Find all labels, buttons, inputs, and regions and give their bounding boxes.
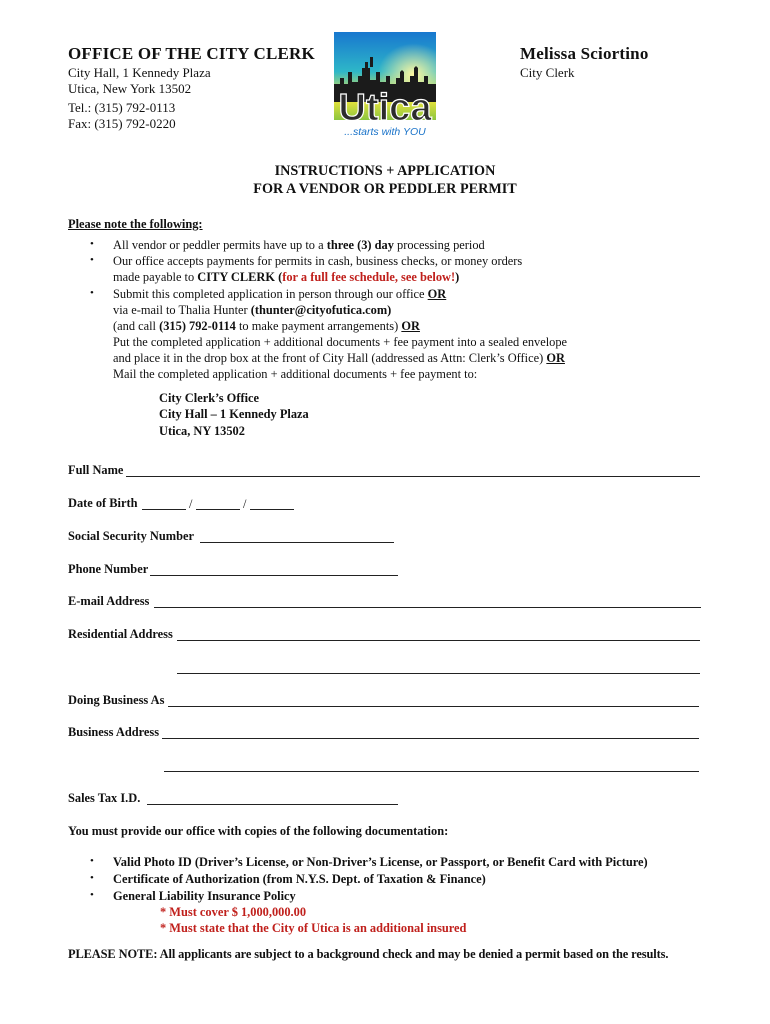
- docs-heading: You must provide our office with copies of the following documentation:: [68, 824, 449, 838]
- form-title-line-1: INSTRUCTIONS + APPLICATION: [274, 163, 496, 179]
- bullet-3-line-4: Put the completed application + additional documents + fee payment into a sealed envelope: [113, 335, 568, 349]
- ssn-line[interactable]: [200, 542, 394, 543]
- bullet-3-line-3: (and call (315) 792-0114 to make payment arrangements) OR: [113, 319, 420, 333]
- dob-sep-2: /: [243, 497, 247, 511]
- business-address-line-2[interactable]: [164, 771, 699, 772]
- sales-tax-line[interactable]: [147, 804, 398, 805]
- dob-sep-1: /: [189, 497, 193, 511]
- utica-logo-graphic: [334, 32, 436, 138]
- bullet-1-text: All vendor or peddler permits have up to a three (3) day processing period: [113, 238, 485, 252]
- dob-month-line[interactable]: [142, 509, 186, 510]
- business-address-label: Business Address: [68, 725, 160, 739]
- phone-line[interactable]: [150, 575, 398, 576]
- dba-label: Doing Business As: [68, 693, 165, 707]
- address-line-2: Utica, New York 13502: [68, 81, 192, 96]
- bullet-2-line-1: Our office accepts payments for permits in cash, business checks, or money orders: [113, 254, 523, 268]
- clerk-name: Melissa Sciortino: [520, 44, 649, 63]
- full-name-line[interactable]: [126, 476, 700, 477]
- doc-3-text: General Liability Insurance Policy: [113, 889, 296, 903]
- clerk-title: City Clerk: [520, 65, 575, 80]
- doc-3-dot: •: [90, 889, 94, 901]
- background-check-note: PLEASE NOTE: All applicants are subject to a background check and may be denied a permit based on the results.: [68, 947, 669, 961]
- residential-address-label: Residential Address: [68, 627, 173, 641]
- residential-address-line-2[interactable]: [177, 673, 700, 674]
- bullet-2-line-2: made payable to CITY CLERK (for a full fee schedule, see below!): [113, 270, 460, 284]
- mail-address-3: Utica, NY 13502: [159, 424, 245, 438]
- logo-word: Utica: [338, 87, 432, 129]
- bullet-3-line-6: Mail the completed application + additional documents + fee payment to:: [113, 367, 478, 381]
- email-label: E-mail Address: [68, 594, 150, 608]
- bullet-3-line-5: and place it in the drop box at the front of City Hall (addressed as Attn: Clerk’s Office) OR: [113, 351, 565, 365]
- full-name-label: Full Name: [68, 463, 124, 477]
- mail-address-1: City Clerk’s Office: [159, 391, 260, 405]
- logo-tagline: ...starts with YOU: [344, 126, 426, 138]
- address-line-1: City Hall, 1 Kennedy Plaza: [68, 65, 211, 80]
- dob-label: Date of Birth: [68, 496, 138, 510]
- office-title: OFFICE OF THE CITY CLERK: [68, 44, 315, 63]
- residential-address-line-1[interactable]: [177, 640, 700, 641]
- email-line[interactable]: [154, 607, 701, 608]
- bullet-1-dot: •: [90, 238, 94, 250]
- dba-line[interactable]: [168, 706, 699, 707]
- bullet-3-line-2: via e-mail to Thalia Hunter (thunter@cityofutica.com): [113, 303, 392, 317]
- bullet-3-line-1: Submit this completed application in person through our office OR: [113, 287, 447, 301]
- doc-1-dot: •: [90, 855, 94, 867]
- notes-heading: Please note the following:: [68, 217, 203, 231]
- doc-1-text: Valid Photo ID (Driver’s License, or Non-Driver’s License, or Passport, or Benefit Card with Picture): [113, 855, 648, 869]
- telephone: Tel.: (315) 792-0113: [68, 100, 176, 115]
- utica-logo: [334, 32, 436, 138]
- mail-address-2: City Hall – 1 Kennedy Plaza: [159, 407, 309, 421]
- doc-3-requirement-1: * Must cover $ 1,000,000.00: [160, 905, 307, 919]
- doc-2-text: Certificate of Authorization (from N.Y.S. Dept. of Taxation & Finance): [113, 872, 486, 886]
- fax: Fax: (315) 792-0220: [68, 116, 176, 131]
- phone-label: Phone Number: [68, 562, 149, 576]
- bullet-3-dot: •: [90, 287, 94, 299]
- form-title-line-2: FOR A VENDOR OR PEDDLER PERMIT: [253, 181, 517, 197]
- dob-year-line[interactable]: [250, 509, 294, 510]
- business-address-line-1[interactable]: [162, 738, 699, 739]
- sales-tax-label: Sales Tax I.D.: [68, 791, 141, 805]
- doc-3-requirement-2: * Must state that the City of Utica is an additional insured: [160, 921, 467, 935]
- ssn-label: Social Security Number: [68, 529, 194, 543]
- dob-day-line[interactable]: [196, 509, 240, 510]
- doc-2-dot: •: [90, 872, 94, 884]
- bullet-2-dot: •: [90, 254, 94, 266]
